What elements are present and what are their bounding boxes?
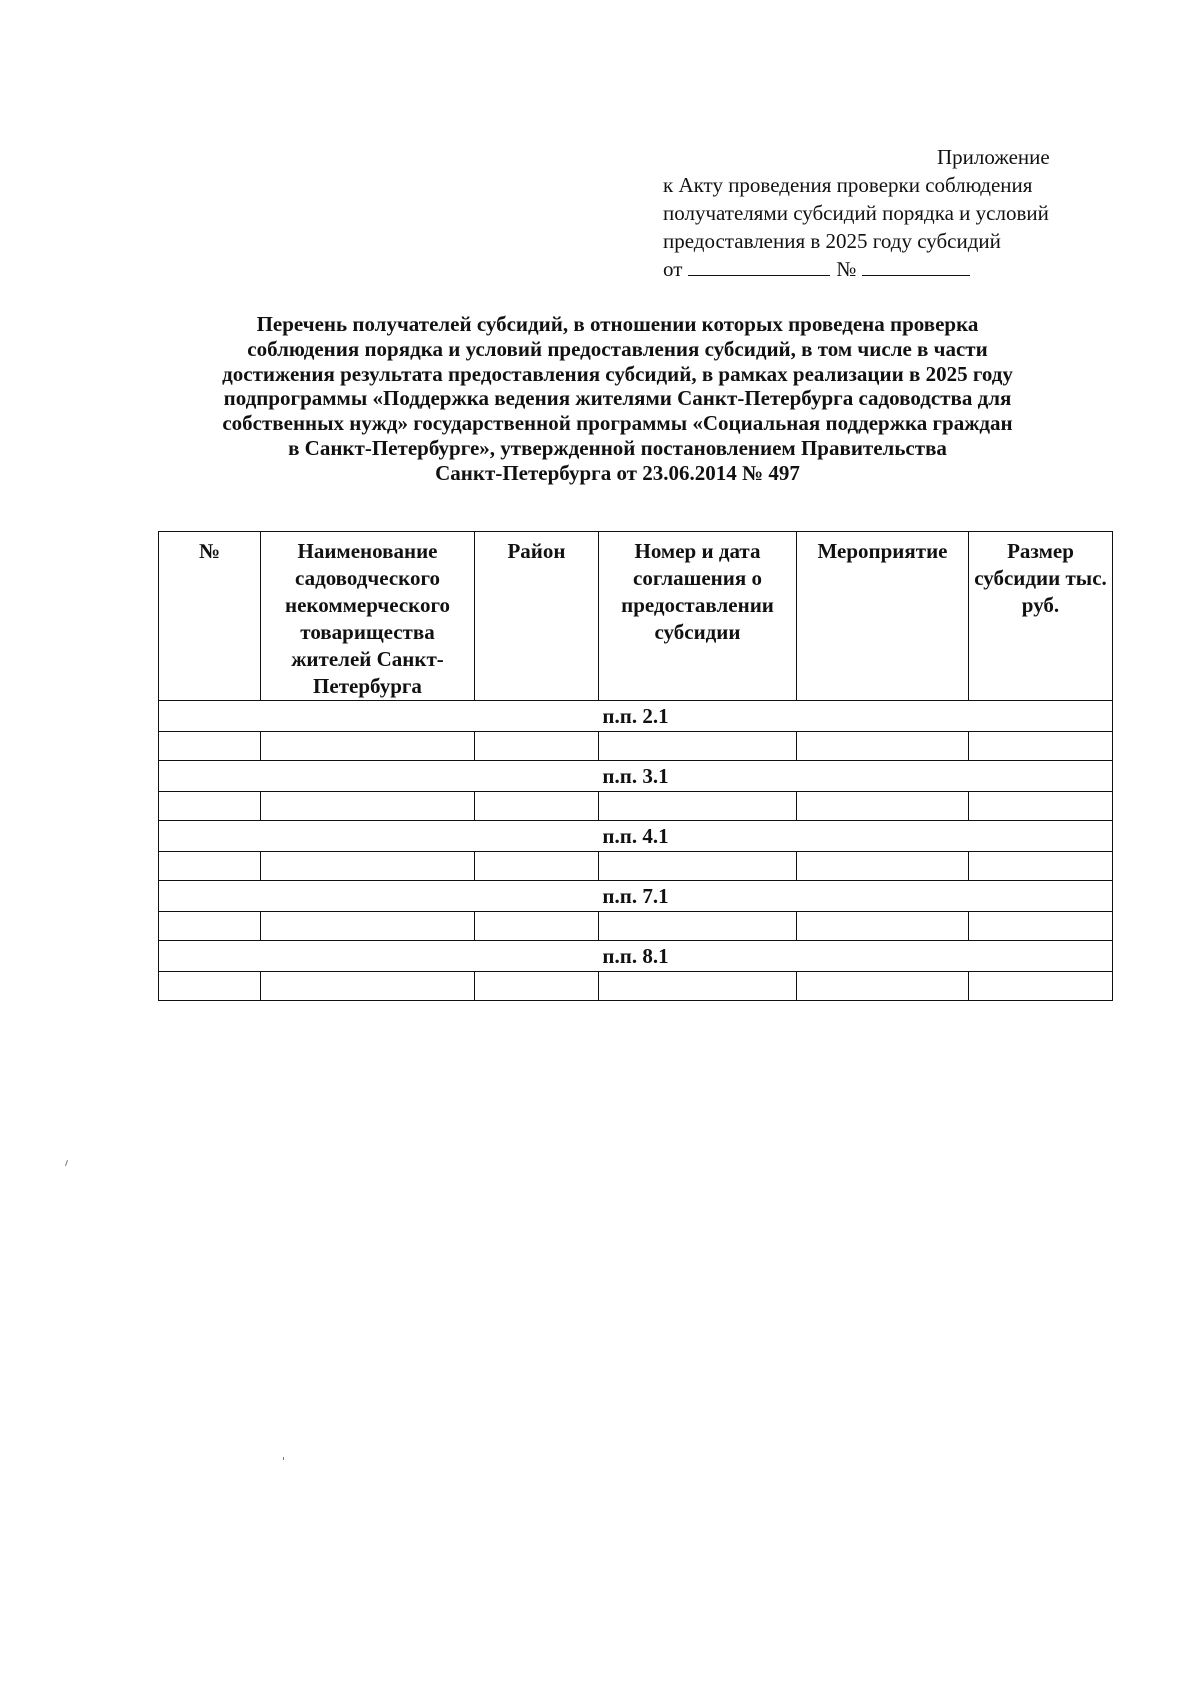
header-name: Наименование садоводческого некоммерческого товарищества жителей Санкт-Петербурга [261, 532, 475, 701]
table-cell [599, 912, 797, 941]
appendix-line: предоставления в 2025 году субсидий [663, 229, 1001, 253]
table-cell [261, 852, 475, 881]
header-number: № [159, 532, 261, 701]
title-line: соблюдения порядка и условий предоставления субсидий, в том числе в части [247, 336, 988, 361]
table-cell [797, 852, 969, 881]
section-label: п.п. 4.1 [159, 821, 1113, 852]
appendix-title: Приложение [937, 145, 1050, 169]
table-row [159, 852, 1113, 881]
title-line: достижения результата предоставления субсидий, в рамках реализации в 2025 году [222, 361, 1013, 386]
header-district: Район [475, 532, 599, 701]
table-cell [159, 792, 261, 821]
table-cell [261, 792, 475, 821]
header-agreement: Номер и дата соглашения о предоставлении субсидии [599, 532, 797, 701]
table-cell [159, 852, 261, 881]
table-cell [475, 852, 599, 881]
scan-speck [283, 1457, 284, 1460]
section-label: п.п. 3.1 [159, 761, 1113, 792]
table-header-row [159, 532, 1113, 701]
table-cell [599, 972, 797, 1001]
table-cell [261, 912, 475, 941]
table-cell [261, 732, 475, 761]
appendix-line: к Акту проведения проверки соблюдения [663, 173, 1033, 197]
table-cell [599, 852, 797, 881]
table-cell [797, 732, 969, 761]
table-row [159, 912, 1113, 941]
table-cell [475, 912, 599, 941]
date-blank-field [688, 257, 830, 276]
section-row [159, 761, 1113, 792]
section-row [159, 821, 1113, 852]
table-cell [797, 792, 969, 821]
table-cell [797, 912, 969, 941]
appendix-date-line [663, 255, 1123, 283]
header-amount: Размер субсидии тыс. руб. [969, 532, 1113, 701]
table-cell [969, 912, 1113, 941]
table-cell [475, 792, 599, 821]
section-row [159, 701, 1113, 732]
section-label: п.п. 7.1 [159, 881, 1113, 912]
table-cell [797, 972, 969, 1001]
section-label: п.п. 2.1 [159, 701, 1113, 732]
table-cell [159, 912, 261, 941]
date-prefix: от [663, 257, 683, 281]
table-row [159, 732, 1113, 761]
appendix-line: получателями субсидий порядка и условий [663, 201, 1049, 225]
title-line: подпрограммы «Поддержка ведения жителями Санкт-Петербурга садоводства для [223, 386, 1012, 411]
table-row [159, 972, 1113, 1001]
table-cell [969, 792, 1113, 821]
table-cell [475, 972, 599, 1001]
table-cell [969, 732, 1113, 761]
title-line: собственных нужд» государственной программы «Социальная поддержка граждан [222, 411, 1013, 436]
table-cell [599, 792, 797, 821]
header-event: Мероприятие [797, 532, 969, 701]
number-blank-field [862, 257, 970, 276]
appendix-header [663, 143, 1123, 283]
table-cell [969, 852, 1113, 881]
table-cell [969, 972, 1113, 1001]
section-label: п.п. 8.1 [159, 941, 1113, 972]
number-sign: № [836, 257, 857, 281]
table-row [159, 792, 1113, 821]
title-line: Санкт-Петербурга от 23.06.2014 № 497 [435, 460, 800, 485]
section-row [159, 881, 1113, 912]
table-cell [475, 732, 599, 761]
document-title [150, 312, 1085, 486]
table-cell [159, 972, 261, 1001]
title-line: Перечень получателей субсидий, в отношении которых проведена проверка [256, 312, 979, 336]
recipients-table [158, 531, 1113, 1001]
title-line: в Санкт-Петербурге», утвержденной постановлением Правительства [288, 435, 947, 460]
scan-speck [65, 1160, 68, 1166]
table-cell [261, 972, 475, 1001]
section-row [159, 941, 1113, 972]
table-cell [599, 732, 797, 761]
table-cell [159, 732, 261, 761]
